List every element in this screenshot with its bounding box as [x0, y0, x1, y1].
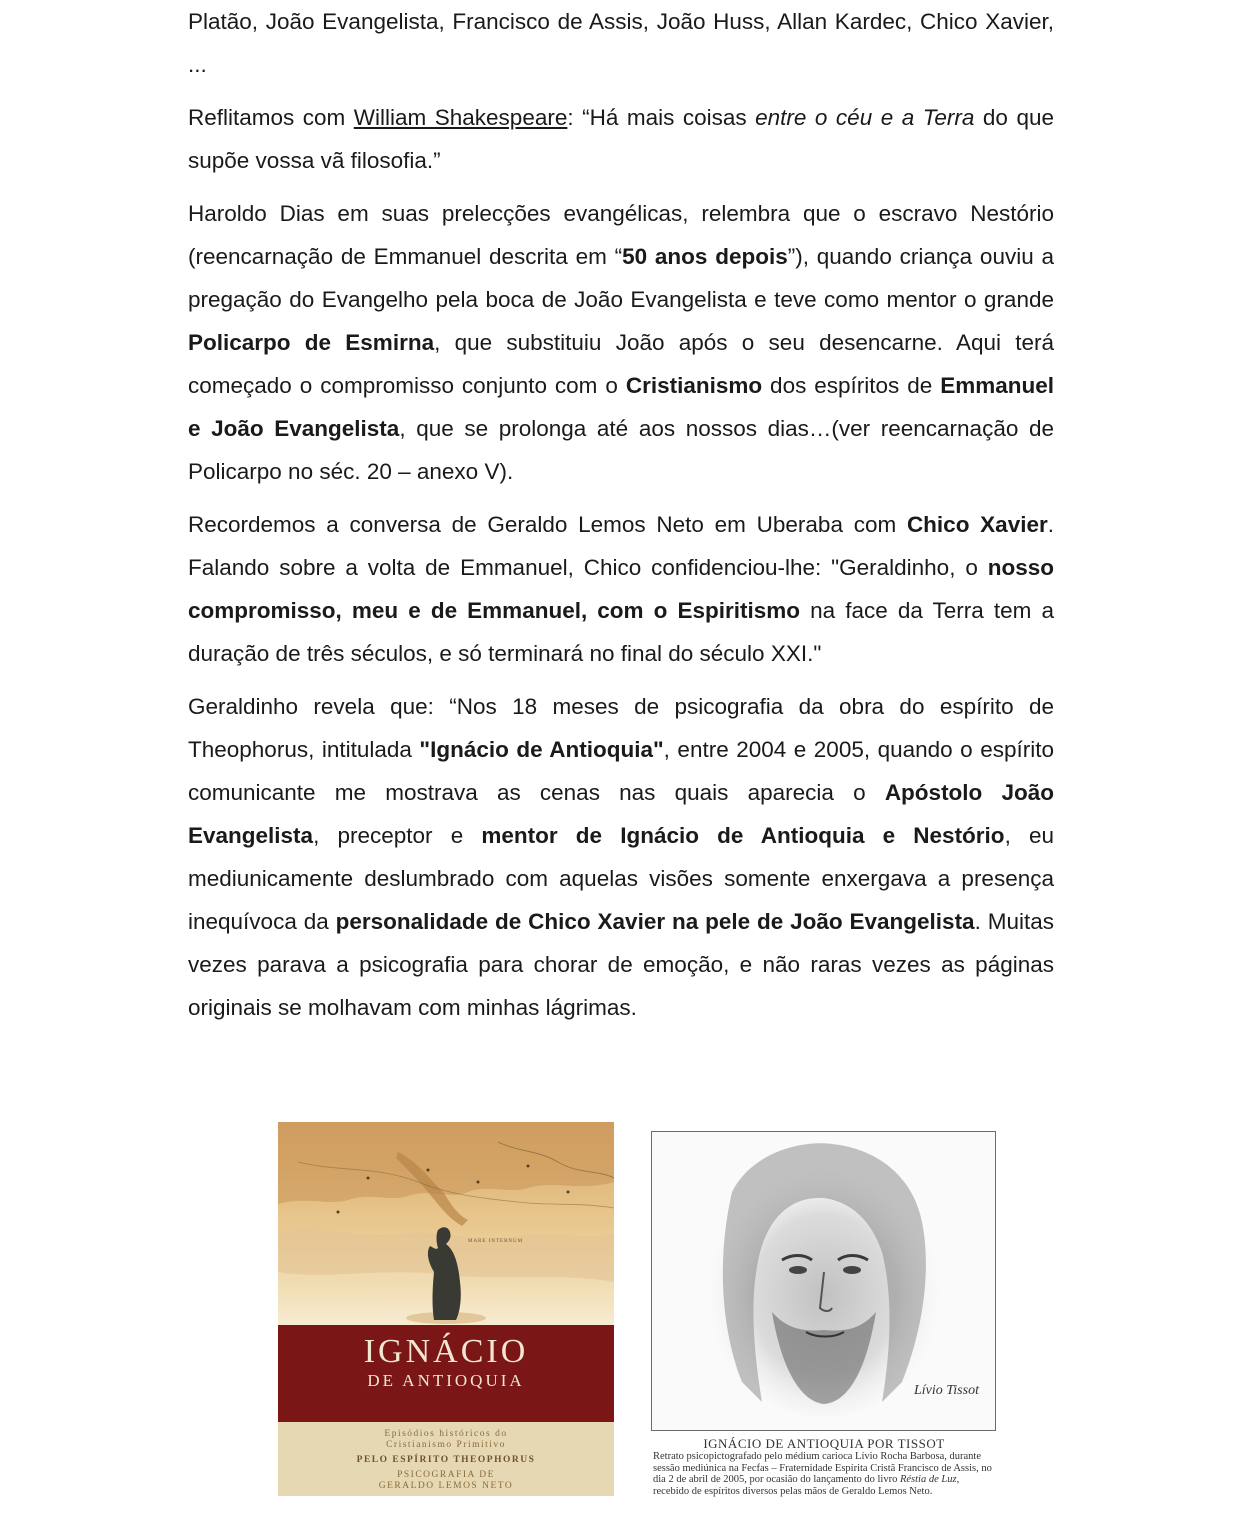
bold-phrase: nosso compromisso, meu e de Emmanuel, com o Espiritismo: [188, 555, 1054, 623]
bold-phrase: "Ignácio de Antioquia": [419, 737, 664, 762]
text-span: , preceptor e: [313, 823, 482, 848]
caption-book-title: Réstia de Luz: [899, 1474, 957, 1485]
bold-phrase: Apóstolo João Evangelista: [188, 780, 1055, 848]
cover-author-spirit: PELO ESPÍRITO THEOPHORUS: [356, 1455, 536, 1465]
cover-title: IGNÁCIO: [363, 1333, 529, 1370]
cover-subtitle: DE ANTIOQUIA: [367, 1371, 525, 1390]
caption-text: [651, 1451, 997, 1497]
cover-line-2: Cristianismo Primitivo: [386, 1440, 506, 1450]
text-span: dos espíritos de: [762, 373, 941, 398]
paragraph-2: [188, 96, 1054, 182]
caption-title: IGNÁCIO DE ANTIOQUIA POR TISSOT: [703, 1436, 945, 1451]
text-span: , que se prolonga até aos nossos dias…(ver reencarnação de Policarpo no séc. 20 – anexo V).: [188, 416, 1054, 484]
bold-phrase: Emmanuel e João Evangelista: [188, 373, 1055, 441]
map-label: MARE INTERNUM: [468, 1239, 524, 1244]
text-span: : “Há mais coisas: [567, 105, 756, 130]
document-body: [188, 0, 1054, 1039]
portrait-drawing-image: [651, 1131, 996, 1431]
paragraph-1-text: Platão, João Evangelista, Francisco de Assis, João Huss, Allan Kardec, Chico Xavier, ...: [188, 9, 1054, 77]
text-span: , eu mediunicamente deslumbrado com aquelas visões somente enxergava a presença inequívoca da: [188, 823, 1055, 934]
bold-phrase: personalidade de Chico Xavier na pele de João Evangelista: [335, 909, 975, 934]
text-span: Haroldo Dias em suas prelecções evangélicas, relembra que o escravo Nestório (reencarnação de Emmanuel descrita em “: [188, 201, 1054, 269]
cover-line-5: GERALDO LEMOS NETO: [378, 1481, 514, 1491]
paragraph-4: [188, 503, 1054, 675]
bold-phrase: mentor de Ignácio de Antioquia e Nestório: [481, 823, 1005, 848]
portrait-caption: [651, 1436, 997, 1497]
bold-phrase: Chico Xavier: [906, 512, 1048, 537]
text-span: Recordemos a conversa de Geraldo Lemos Neto em Uberaba com: [188, 512, 907, 537]
caption-text-span: Retrato psicopictografado pelo médium carioca Lívio Rocha Barbosa, durante sessão mediúnica na Fecfas – Fraternidade Espírita Cristã Francisco de Assis, no dia 2 de abril de 2005, por ocasião do lançamento do livro: [653, 1451, 992, 1485]
book-cover-image: [278, 1122, 614, 1496]
text-span: , entre 2004 e 2005, quando o espírito comunicante me mostrava as cenas nas quais aparecia o: [188, 737, 1054, 805]
sketched-face-illustration: [652, 1132, 995, 1430]
text-span: Reflitamos com: [188, 105, 354, 130]
cover-line-1: Episódios históricos do: [384, 1429, 508, 1439]
text-span: do que supõe vossa vã filosofia.”: [188, 105, 1054, 173]
text-span: . Falando sobre a volta de Emmanuel, Chico confidenciou-lhe: "Geraldinho, o: [188, 512, 1054, 580]
text-span: ”), quando criança ouviu a pregação do Evangelho pela boca de João Evangelista e teve como mentor o grande: [188, 244, 1055, 312]
mediterranean-map-illustration: [278, 1122, 614, 1332]
shakespeare-link[interactable]: William Shakespeare: [353, 105, 568, 130]
bold-phrase: Cristianismo: [625, 373, 763, 398]
text-span: Geraldinho revela que: “Nos 18 meses de psicografia da obra do espírito de Theophorus, intitulada: [188, 694, 1054, 762]
paragraph-5: [188, 685, 1054, 1029]
text-span: . Muitas vezes parava a psicografia para chorar de emoção, e não raras vezes as páginas originais se molhavam com minhas lágrimas.: [188, 909, 1054, 1020]
text-span: , que substituiu João após o seu desencarne. Aqui terá começado o compromisso conjunto com o: [188, 330, 1054, 398]
bold-phrase: Policarpo de Esmirna: [188, 330, 435, 355]
italic-phrase: entre o céu e a Terra: [755, 105, 975, 130]
cover-line-4: PSICOGRAFIA DE: [397, 1470, 495, 1480]
caption-text-span: , recebido de espíritos diversos pelas mãos de Geraldo Lemos Neto.: [653, 1474, 960, 1497]
artist-signature: Lívio Tissot: [914, 1383, 979, 1398]
paragraph-1: [188, 0, 1054, 86]
bold-phrase: 50 anos depois: [622, 244, 788, 269]
paragraph-3: [188, 192, 1054, 493]
text-span: na face da Terra tem a duração de três séculos, e só terminará no final do século XXI.": [188, 598, 1055, 666]
